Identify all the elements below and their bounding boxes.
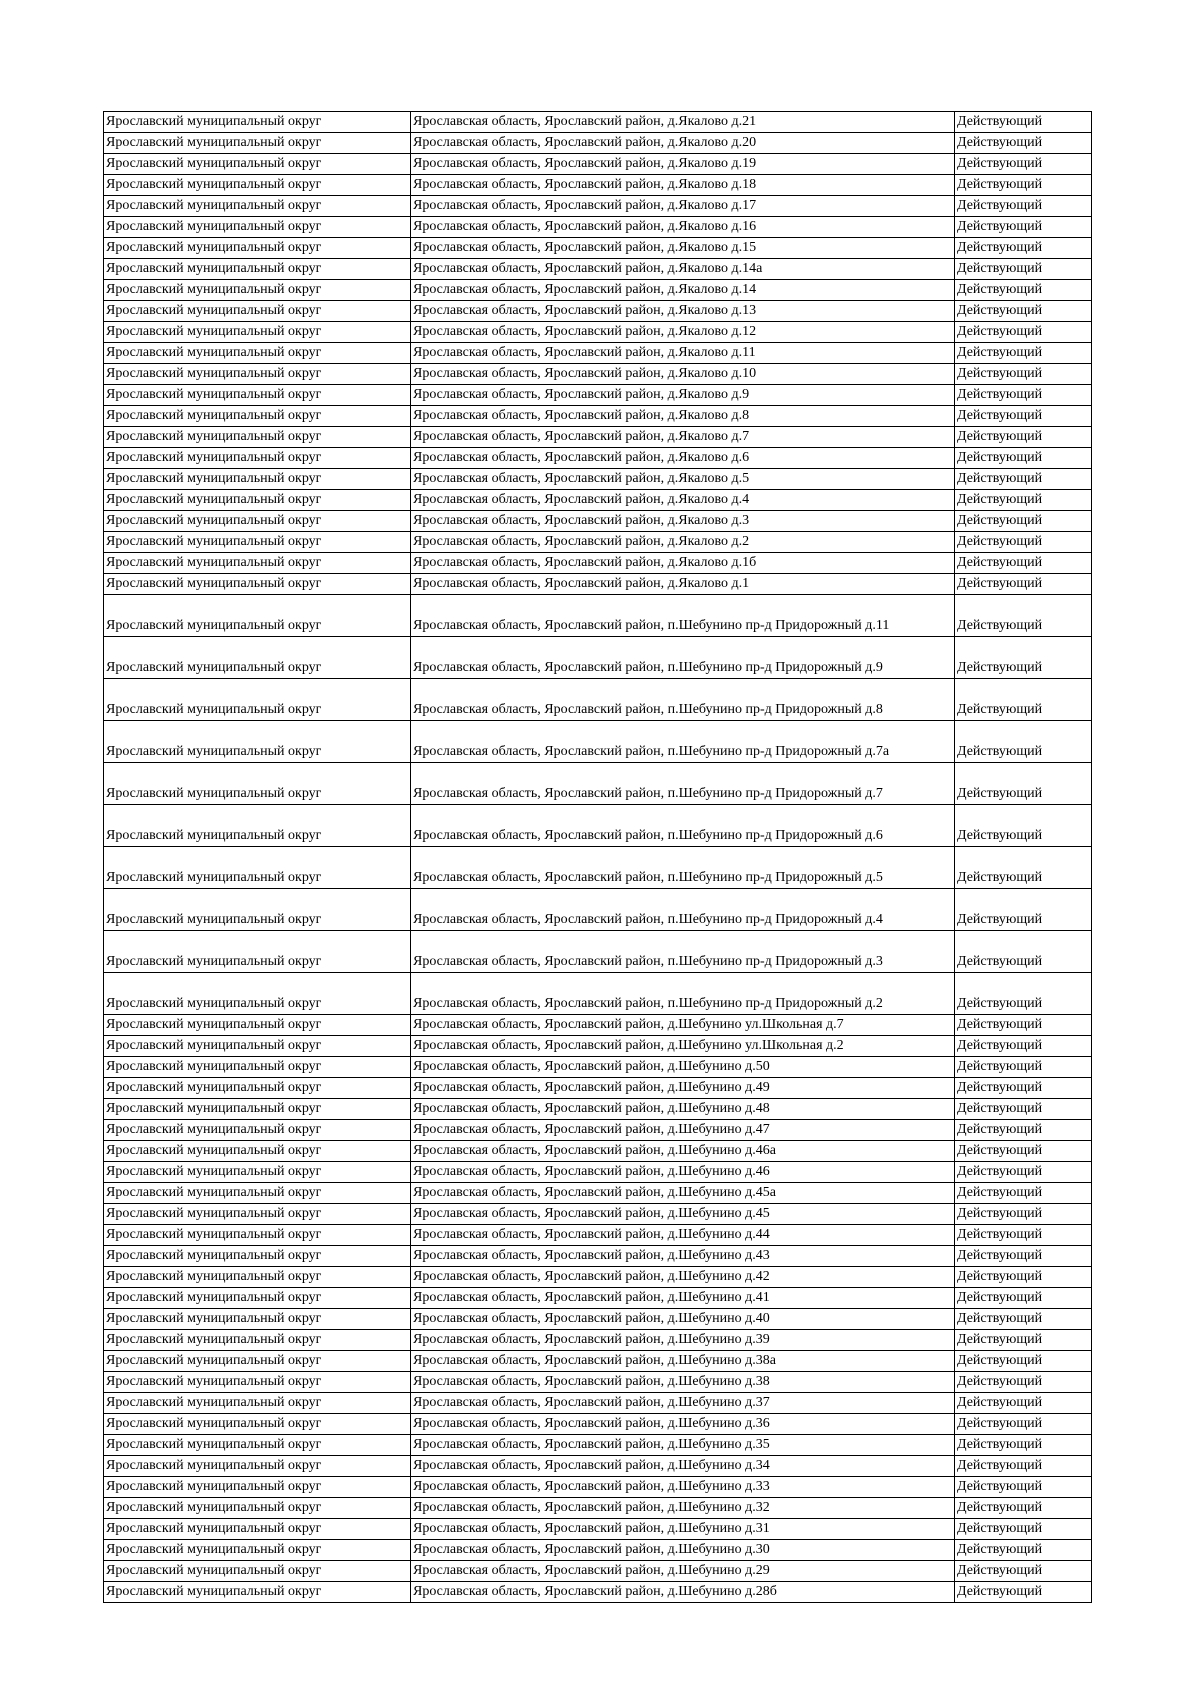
address-cell: Ярославская область, Ярославский район, д.Шебунино д.45 xyxy=(411,1204,955,1225)
table-row xyxy=(104,1540,1092,1561)
status-cell: Действующий xyxy=(955,847,1092,889)
address-cell: Ярославская область, Ярославский район, д.Якалово д.11 xyxy=(411,343,955,364)
address-cell: Ярославская область, Ярославский район, д.Шебунино д.48 xyxy=(411,1099,955,1120)
district-cell: Ярославский муниципальный округ xyxy=(104,259,411,280)
district-cell: Ярославский муниципальный округ xyxy=(104,1393,411,1414)
status-cell: Действующий xyxy=(955,1141,1092,1162)
table-row xyxy=(104,973,1092,1015)
address-cell: Ярославская область, Ярославский район, п.Шебунино пр-д Придорожный д.5 xyxy=(411,847,955,889)
address-cell: Ярославская область, Ярославский район, д.Шебунино д.39 xyxy=(411,1330,955,1351)
table-row xyxy=(104,637,1092,679)
table-row xyxy=(104,1099,1092,1120)
status-cell: Действующий xyxy=(955,1330,1092,1351)
district-cell: Ярославский муниципальный округ xyxy=(104,595,411,637)
status-cell: Действующий xyxy=(955,931,1092,973)
table-row xyxy=(104,1330,1092,1351)
address-cell: Ярославская область, Ярославский район, д.Шебунино д.45а xyxy=(411,1183,955,1204)
table-row xyxy=(104,1162,1092,1183)
status-cell: Действующий xyxy=(955,1120,1092,1141)
address-cell: Ярославская область, Ярославский район, д.Якалово д.14 xyxy=(411,280,955,301)
address-cell: Ярославская область, Ярославский район, д.Шебунино д.36 xyxy=(411,1414,955,1435)
district-cell: Ярославский муниципальный округ xyxy=(104,133,411,154)
district-cell: Ярославский муниципальный округ xyxy=(104,1288,411,1309)
address-cell: Ярославская область, Ярославский район, д.Якалово д.6 xyxy=(411,448,955,469)
status-cell: Действующий xyxy=(955,1204,1092,1225)
table-row xyxy=(104,364,1092,385)
status-cell: Действующий xyxy=(955,1162,1092,1183)
address-cell: Ярославская область, Ярославский район, д.Шебунино д.33 xyxy=(411,1477,955,1498)
address-cell: Ярославская область, Ярославский район, д.Якалово д.8 xyxy=(411,406,955,427)
address-cell: Ярославская область, Ярославский район, д.Якалово д.1 xyxy=(411,574,955,595)
table-row xyxy=(104,1120,1092,1141)
district-cell: Ярославский муниципальный округ xyxy=(104,721,411,763)
status-cell: Действующий xyxy=(955,238,1092,259)
district-cell: Ярославский муниципальный округ xyxy=(104,1540,411,1561)
address-cell: Ярославская область, Ярославский район, д.Якалово д.16 xyxy=(411,217,955,238)
table-row xyxy=(104,469,1092,490)
status-cell: Действующий xyxy=(955,1057,1092,1078)
district-cell: Ярославский муниципальный округ xyxy=(104,1204,411,1225)
status-cell: Действующий xyxy=(955,1561,1092,1582)
status-cell: Действующий xyxy=(955,406,1092,427)
table-row xyxy=(104,679,1092,721)
status-cell: Действующий xyxy=(955,1036,1092,1057)
table-row xyxy=(104,1246,1092,1267)
table-row xyxy=(104,1477,1092,1498)
district-cell: Ярославский муниципальный округ xyxy=(104,1162,411,1183)
status-cell: Действующий xyxy=(955,637,1092,679)
table-row xyxy=(104,196,1092,217)
district-cell: Ярославский муниципальный округ xyxy=(104,364,411,385)
status-cell: Действующий xyxy=(955,763,1092,805)
status-cell: Действующий xyxy=(955,973,1092,1015)
status-cell: Действующий xyxy=(955,322,1092,343)
district-cell: Ярославский муниципальный округ xyxy=(104,1099,411,1120)
status-cell: Действующий xyxy=(955,343,1092,364)
status-cell: Действующий xyxy=(955,1015,1092,1036)
district-cell: Ярославский муниципальный округ xyxy=(104,1267,411,1288)
district-cell: Ярославский муниципальный округ xyxy=(104,1225,411,1246)
district-cell: Ярославский муниципальный округ xyxy=(104,637,411,679)
district-cell: Ярославский муниципальный округ xyxy=(104,112,411,133)
district-cell: Ярославский муниципальный округ xyxy=(104,532,411,553)
address-cell: Ярославская область, Ярославский район, п.Шебунино пр-д Придорожный д.7а xyxy=(411,721,955,763)
status-cell: Действующий xyxy=(955,721,1092,763)
status-cell: Действующий xyxy=(955,259,1092,280)
status-cell: Действующий xyxy=(955,1519,1092,1540)
status-cell: Действующий xyxy=(955,574,1092,595)
table-row xyxy=(104,133,1092,154)
address-cell: Ярославская область, Ярославский район, д.Якалово д.13 xyxy=(411,301,955,322)
district-cell: Ярославский муниципальный округ xyxy=(104,238,411,259)
address-cell: Ярославская область, Ярославский район, д.Шебунино д.46а xyxy=(411,1141,955,1162)
table-row xyxy=(104,1393,1092,1414)
status-cell: Действующий xyxy=(955,301,1092,322)
table-row xyxy=(104,1036,1092,1057)
address-cell: Ярославская область, Ярославский район, п.Шебунино пр-д Придорожный д.7 xyxy=(411,763,955,805)
status-cell: Действующий xyxy=(955,1267,1092,1288)
table-row xyxy=(104,1519,1092,1540)
table-row xyxy=(104,532,1092,553)
address-cell: Ярославская область, Ярославский район, д.Шебунино д.44 xyxy=(411,1225,955,1246)
district-cell: Ярославский муниципальный округ xyxy=(104,1120,411,1141)
status-cell: Действующий xyxy=(955,1540,1092,1561)
table-row xyxy=(104,427,1092,448)
address-cell: Ярославская область, Ярославский район, д.Шебунино д.28б xyxy=(411,1582,955,1603)
table-row xyxy=(104,217,1092,238)
table-row xyxy=(104,1141,1092,1162)
status-cell: Действующий xyxy=(955,133,1092,154)
district-cell: Ярославский муниципальный округ xyxy=(104,1183,411,1204)
address-cell: Ярославская область, Ярославский район, д.Шебунино д.49 xyxy=(411,1078,955,1099)
status-cell: Действующий xyxy=(955,448,1092,469)
address-cell: Ярославская область, Ярославский район, п.Шебунино пр-д Придорожный д.2 xyxy=(411,973,955,1015)
status-cell: Действующий xyxy=(955,511,1092,532)
district-cell: Ярославский муниципальный округ xyxy=(104,1309,411,1330)
address-cell: Ярославская область, Ярославский район, д.Шебунино ул.Школьная д.2 xyxy=(411,1036,955,1057)
address-cell: Ярославская область, Ярославский район, п.Шебунино пр-д Придорожный д.11 xyxy=(411,595,955,637)
table-row xyxy=(104,1351,1092,1372)
status-cell: Действующий xyxy=(955,1477,1092,1498)
table-row xyxy=(104,574,1092,595)
table-row xyxy=(104,1183,1092,1204)
table-row xyxy=(104,1456,1092,1477)
district-cell: Ярославский муниципальный округ xyxy=(104,1372,411,1393)
district-cell: Ярославский муниципальный округ xyxy=(104,1057,411,1078)
address-cell: Ярославская область, Ярославский район, д.Якалово д.18 xyxy=(411,175,955,196)
district-cell: Ярославский муниципальный округ xyxy=(104,1036,411,1057)
table-row xyxy=(104,763,1092,805)
table-row xyxy=(104,805,1092,847)
status-cell: Действующий xyxy=(955,1582,1092,1603)
district-cell: Ярославский муниципальный округ xyxy=(104,1246,411,1267)
address-cell: Ярославская область, Ярославский район, д.Шебунино д.38а xyxy=(411,1351,955,1372)
status-cell: Действующий xyxy=(955,553,1092,574)
table-row xyxy=(104,1582,1092,1603)
address-cell: Ярославская область, Ярославский район, п.Шебунино пр-д Придорожный д.8 xyxy=(411,679,955,721)
address-cell: Ярославская область, Ярославский район, д.Шебунино д.50 xyxy=(411,1057,955,1078)
table-row xyxy=(104,1204,1092,1225)
address-cell: Ярославская область, Ярославский район, д.Якалово д.10 xyxy=(411,364,955,385)
address-cell: Ярославская область, Ярославский район, д.Шебунино д.47 xyxy=(411,1120,955,1141)
table-row xyxy=(104,721,1092,763)
district-cell: Ярославский муниципальный округ xyxy=(104,1015,411,1036)
district-cell: Ярославский муниципальный округ xyxy=(104,175,411,196)
status-cell: Действующий xyxy=(955,1246,1092,1267)
address-cell: Ярославская область, Ярославский район, д.Якалово д.15 xyxy=(411,238,955,259)
address-cell: Ярославская область, Ярославский район, д.Якалово д.1б xyxy=(411,553,955,574)
district-cell: Ярославский муниципальный округ xyxy=(104,763,411,805)
table-row xyxy=(104,301,1092,322)
table-row xyxy=(104,259,1092,280)
status-cell: Действующий xyxy=(955,679,1092,721)
district-cell: Ярославский муниципальный округ xyxy=(104,1141,411,1162)
table-row xyxy=(104,889,1092,931)
district-cell: Ярославский муниципальный округ xyxy=(104,469,411,490)
district-cell: Ярославский муниципальный округ xyxy=(104,301,411,322)
address-cell: Ярославская область, Ярославский район, д.Шебунино д.35 xyxy=(411,1435,955,1456)
address-cell: Ярославская область, Ярославский район, д.Якалово д.21 xyxy=(411,112,955,133)
table-row xyxy=(104,238,1092,259)
district-cell: Ярославский муниципальный округ xyxy=(104,1498,411,1519)
table-row xyxy=(104,931,1092,973)
table-row xyxy=(104,1435,1092,1456)
table-row xyxy=(104,406,1092,427)
table-row xyxy=(104,553,1092,574)
status-cell: Действующий xyxy=(955,1225,1092,1246)
district-cell: Ярославский муниципальный округ xyxy=(104,1477,411,1498)
district-cell: Ярославский муниципальный округ xyxy=(104,154,411,175)
status-cell: Действующий xyxy=(955,1183,1092,1204)
district-cell: Ярославский муниципальный округ xyxy=(104,1330,411,1351)
address-cell: Ярославская область, Ярославский район, п.Шебунино пр-д Придорожный д.4 xyxy=(411,889,955,931)
status-cell: Действующий xyxy=(955,1498,1092,1519)
address-cell: Ярославская область, Ярославский район, д.Якалово д.5 xyxy=(411,469,955,490)
status-cell: Действующий xyxy=(955,196,1092,217)
address-cell: Ярославская область, Ярославский район, д.Шебунино д.40 xyxy=(411,1309,955,1330)
address-cell: Ярославская область, Ярославский район, д.Якалово д.19 xyxy=(411,154,955,175)
district-cell: Ярославский муниципальный округ xyxy=(104,1561,411,1582)
address-cell: Ярославская область, Ярославский район, п.Шебунино пр-д Придорожный д.3 xyxy=(411,931,955,973)
district-cell: Ярославский муниципальный округ xyxy=(104,805,411,847)
address-cell: Ярославская область, Ярославский район, д.Шебунино д.30 xyxy=(411,1540,955,1561)
district-cell: Ярославский муниципальный округ xyxy=(104,490,411,511)
address-cell: Ярославская область, Ярославский район, д.Якалово д.17 xyxy=(411,196,955,217)
district-cell: Ярославский муниципальный округ xyxy=(104,511,411,532)
district-cell: Ярославский муниципальный округ xyxy=(104,280,411,301)
status-cell: Действующий xyxy=(955,805,1092,847)
table-row xyxy=(104,1057,1092,1078)
status-cell: Действующий xyxy=(955,595,1092,637)
status-cell: Действующий xyxy=(955,1393,1092,1414)
address-cell: Ярославская область, Ярославский район, п.Шебунино пр-д Придорожный д.6 xyxy=(411,805,955,847)
address-cell: Ярославская область, Ярославский район, д.Шебунино д.43 xyxy=(411,1246,955,1267)
table-row xyxy=(104,847,1092,889)
address-cell: Ярославская область, Ярославский район, д.Якалово д.9 xyxy=(411,385,955,406)
status-cell: Действующий xyxy=(955,112,1092,133)
district-cell: Ярославский муниципальный округ xyxy=(104,1582,411,1603)
district-cell: Ярославский муниципальный округ xyxy=(104,448,411,469)
document-page xyxy=(103,111,1091,1603)
district-cell: Ярославский муниципальный округ xyxy=(104,889,411,931)
district-cell: Ярославский муниципальный округ xyxy=(104,847,411,889)
address-cell: Ярославская область, Ярославский район, д.Якалово д.20 xyxy=(411,133,955,154)
table-row xyxy=(104,1288,1092,1309)
status-cell: Действующий xyxy=(955,427,1092,448)
table-row xyxy=(104,1078,1092,1099)
address-cell: Ярославская область, Ярославский район, д.Шебунино д.34 xyxy=(411,1456,955,1477)
address-cell: Ярославская область, Ярославский район, д.Якалово д.14а xyxy=(411,259,955,280)
status-cell: Действующий xyxy=(955,154,1092,175)
address-cell: Ярославская область, Ярославский район, д.Якалово д.4 xyxy=(411,490,955,511)
table-row xyxy=(104,175,1092,196)
status-cell: Действующий xyxy=(955,1099,1092,1120)
district-cell: Ярославский муниципальный округ xyxy=(104,217,411,238)
status-cell: Действующий xyxy=(955,490,1092,511)
district-cell: Ярославский муниципальный округ xyxy=(104,574,411,595)
table-row xyxy=(104,511,1092,532)
table-row xyxy=(104,1372,1092,1393)
district-cell: Ярославский муниципальный округ xyxy=(104,1456,411,1477)
table-row xyxy=(104,280,1092,301)
table-row xyxy=(104,1414,1092,1435)
status-cell: Действующий xyxy=(955,364,1092,385)
table-row xyxy=(104,322,1092,343)
address-cell: Ярославская область, Ярославский район, п.Шебунино пр-д Придорожный д.9 xyxy=(411,637,955,679)
table-body xyxy=(104,112,1092,1603)
table-row xyxy=(104,490,1092,511)
address-cell: Ярославская область, Ярославский район, д.Шебунино д.29 xyxy=(411,1561,955,1582)
address-cell: Ярославская область, Ярославский район, д.Шебунино д.37 xyxy=(411,1393,955,1414)
status-cell: Действующий xyxy=(955,1351,1092,1372)
status-cell: Действующий xyxy=(955,469,1092,490)
status-cell: Действующий xyxy=(955,532,1092,553)
status-cell: Действующий xyxy=(955,280,1092,301)
district-cell: Ярославский муниципальный округ xyxy=(104,553,411,574)
table-row xyxy=(104,1561,1092,1582)
address-cell: Ярославская область, Ярославский район, д.Шебунино д.46 xyxy=(411,1162,955,1183)
district-cell: Ярославский муниципальный округ xyxy=(104,1078,411,1099)
table-row xyxy=(104,154,1092,175)
district-cell: Ярославский муниципальный округ xyxy=(104,406,411,427)
district-cell: Ярославский муниципальный округ xyxy=(104,343,411,364)
table-row xyxy=(104,1225,1092,1246)
table-row xyxy=(104,343,1092,364)
status-cell: Действующий xyxy=(955,175,1092,196)
status-cell: Действующий xyxy=(955,1309,1092,1330)
table-row xyxy=(104,595,1092,637)
table-row xyxy=(104,448,1092,469)
district-cell: Ярославский муниципальный округ xyxy=(104,931,411,973)
table-row xyxy=(104,112,1092,133)
address-cell: Ярославская область, Ярославский район, д.Шебунино д.32 xyxy=(411,1498,955,1519)
district-cell: Ярославский муниципальный округ xyxy=(104,973,411,1015)
district-cell: Ярославский муниципальный округ xyxy=(104,385,411,406)
status-cell: Действующий xyxy=(955,217,1092,238)
table-row xyxy=(104,1309,1092,1330)
district-cell: Ярославский муниципальный округ xyxy=(104,1351,411,1372)
district-cell: Ярославский муниципальный округ xyxy=(104,1435,411,1456)
status-cell: Действующий xyxy=(955,1078,1092,1099)
address-cell: Ярославская область, Ярославский район, д.Шебунино ул.Школьная д.7 xyxy=(411,1015,955,1036)
table-row xyxy=(104,1015,1092,1036)
status-cell: Действующий xyxy=(955,889,1092,931)
district-cell: Ярославский муниципальный округ xyxy=(104,427,411,448)
status-cell: Действующий xyxy=(955,1414,1092,1435)
table-row xyxy=(104,1498,1092,1519)
status-cell: Действующий xyxy=(955,1288,1092,1309)
table-row xyxy=(104,1267,1092,1288)
address-cell: Ярославская область, Ярославский район, д.Шебунино д.31 xyxy=(411,1519,955,1540)
district-cell: Ярославский муниципальный округ xyxy=(104,322,411,343)
district-cell: Ярославский муниципальный округ xyxy=(104,1414,411,1435)
address-cell: Ярославская область, Ярославский район, д.Шебунино д.38 xyxy=(411,1372,955,1393)
address-table xyxy=(103,111,1092,1603)
address-cell: Ярославская область, Ярославский район, д.Якалово д.2 xyxy=(411,532,955,553)
status-cell: Действующий xyxy=(955,385,1092,406)
address-cell: Ярославская область, Ярославский район, д.Якалово д.3 xyxy=(411,511,955,532)
address-cell: Ярославская область, Ярославский район, д.Якалово д.12 xyxy=(411,322,955,343)
address-cell: Ярославская область, Ярославский район, д.Шебунино д.42 xyxy=(411,1267,955,1288)
status-cell: Действующий xyxy=(955,1372,1092,1393)
district-cell: Ярославский муниципальный округ xyxy=(104,679,411,721)
address-cell: Ярославская область, Ярославский район, д.Шебунино д.41 xyxy=(411,1288,955,1309)
table-row xyxy=(104,385,1092,406)
district-cell: Ярославский муниципальный округ xyxy=(104,196,411,217)
district-cell: Ярославский муниципальный округ xyxy=(104,1519,411,1540)
status-cell: Действующий xyxy=(955,1456,1092,1477)
status-cell: Действующий xyxy=(955,1435,1092,1456)
address-cell: Ярославская область, Ярославский район, д.Якалово д.7 xyxy=(411,427,955,448)
